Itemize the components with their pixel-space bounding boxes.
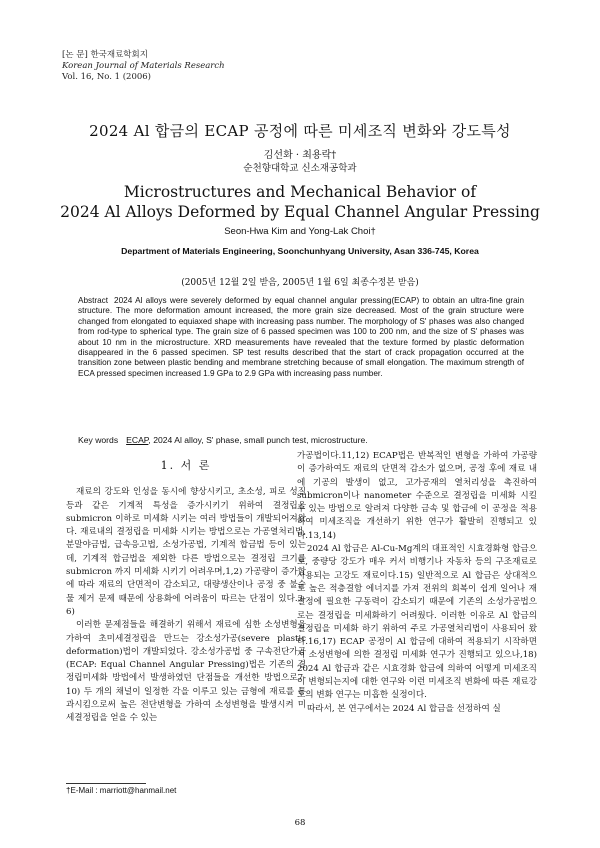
title-english-line2: 2024 Al Alloys Deformed by Equal Channel Angular Pressing (60, 203, 540, 221)
abstract (78, 296, 524, 379)
body-left-column (66, 455, 306, 726)
body-right-column (297, 450, 537, 716)
received-dates: (2005년 12월 2일 받음, 2005년 1월 6일 최종수정본 받음) (181, 278, 419, 288)
footnote-email: †E-Mail : marriott@hanmail.net (66, 786, 177, 795)
title-korean: 2024 Al 합금의 ECAP 공정에 따른 미세조직 변화와 강도특성 (89, 122, 511, 140)
authors-english: Seon-Hwa Kim and Yong-Lak Choi† (224, 226, 376, 237)
keywords-label: Key words (78, 435, 119, 445)
keywords-rest: , 2024 Al alloy, S' phase, small punch test, microstructure. (148, 435, 368, 445)
paragraph: 따라서, 본 연구에서는 2024 Al 합금을 선정하여 실 (307, 703, 501, 714)
section-heading: 1. 서 론 (160, 459, 212, 472)
paragraph: 이러한 문제점들을 해결하기 위해서 재료에 심한 소성변형을 가하여 초미세결정립을 만드는 강소성가공(severe plastic deformation)법이 개발되었다. 강소성가공법 중 구속전단가공(ECAP: Equal Channel Angular Pressing)법은 기존의 결정립미세화 방법에서 발생하였던 단점들을 개선한 방법으로7-10) 두 개의 채널이 일정한 각을 이루고 있는 금형에 재료를 통과시킴으로써 높은 전단변형을 가하여 소성변형을 발생시켜 미세결정립을 얻을 수 있는 (66, 620, 306, 724)
page-number: 68 (294, 818, 306, 828)
title-english-line1: Microstructures and Mechanical Behavior of (123, 183, 477, 201)
affiliation-korean: 순천향대학교 신소재공학과 (243, 163, 357, 174)
journal-name-en: Korean Journal of Materials Research (62, 61, 225, 71)
paragraph: 재료의 강도와 인성을 동시에 향상시키고, 초소성, 피로 성질 등과 같은 기계적 특성을 증가시키기 위하여 결정립을 submicron 이하로 미세화 시키는 여러 방법들이 개발되어져왔다. 재료내의 결정립을 미세화 시키는 방법으로는 가공열처리법, 분말야금법, 급속응고법, 소성가공법, 기계적 합금법 등이 있는데, 기계적 합금법을 제외한 다른 방법으로는 결정립 크기를 submicron 까지 미세화 시키기 어려우며,1,2) 가공량이 증가함에 따라 재료의 단면적이 감소되고, 대량생산이나 공정 중 불순물 제거 문제 때문에 상용화에 어려움이 따르는 단점이 있다.3-6) (66, 487, 306, 617)
keywords (78, 435, 524, 445)
title-english (40, 182, 560, 222)
affiliation-english: Department of Materials Engineering, Soonchunhyang University, Asan 336-745, Korea (121, 246, 479, 256)
paragraph: 2024 Al 합금은 Al-Cu-Mg계의 대표적인 시효경화형 합금으로, 중량당 강도가 매우 커서 비행기나 자동차 등의 구조재료로 사용되는 고강도 재료이다.15) 일반적으로 Al 합금은 상대적으로 높은 적층결함 에너지를 가져 전위의 회복이 쉽게 일어나 재결정에 필요한 구동력이 감소되기 때문에 기존의 소성가공법으로는 결정립을 미세화하기 어려웠다. 이러한 이유로 Al 합금의 결정립을 미세화 하기 위하여 주로 가공열처리법이 사용되어 왔다.16,17) ECAP 공정이 Al 합금에 대하여 적용되기 시작하면서 소성변형에 의한 결정립 미세화 연구가 진행되고 있으나,18) 2024 Al 합금과 같은 시효경화 합금에 의하여 어떻게 미세조직이 변형되는지에 대한 연구와 이런 미세조직 변화에 따른 재료강도의 변화 연구는 미흡한 실정이다. (297, 544, 537, 701)
keyword-link[interactable]: ECAP (126, 435, 149, 445)
authors-korean: 김선화 · 최용락† (263, 150, 337, 161)
journal-header (62, 50, 225, 83)
journal-name-ko: [논 문] 한국재료학회지 (62, 50, 148, 60)
abstract-label: Abstract (78, 296, 109, 305)
footnote-divider (66, 783, 146, 784)
journal-volume: Vol. 16, No. 1 (2006) (62, 72, 152, 82)
abstract-text: 2024 Al alloys were severely deformed by equal channel angular pressing(ECAP) to obtain an ultra-fine grain structure. The more deformation amount increased, the more grain size decreased. Most of the grain structure were changed from elongated to equiaxed shape with increasing pass number. The morphology of S' phases was also changed from rod-type to spherical type. The grain size of 6 passed specimen was 100 to 200 nm, and the size of S' phases was about 10 nm in the microstructure. XRD measurements have revealed that the texture formed by plastic deformation disappeared in the 6 passed specimen. SP test results described that the start of crack propagation occurred at the transition zone between plastic bending and membrane stretching because of small elongation. The maximum strength of ECA pressed specimen increased 1.9 GPa to 2.9 GPa with increasing pass number. (78, 296, 524, 378)
paragraph: 가공법이다.11,12) ECAP법은 반복적인 변형을 가하여 가공량이 증가하여도 재료의 단면적 감소가 없으며, 공정 후에 재료 내에 기공의 발생이 없고, 고가공재의 열처리성을 촉진하여 submicron이나 nanometer 수준으로 결정립을 미세화 시킬 수 있는 방법으로 알려져 다양한 금속 및 합금에 이 공정을 적용하여 미세조직을 개선하기 위한 연구가 활발히 진행되고 있다.13,14) (297, 451, 537, 541)
